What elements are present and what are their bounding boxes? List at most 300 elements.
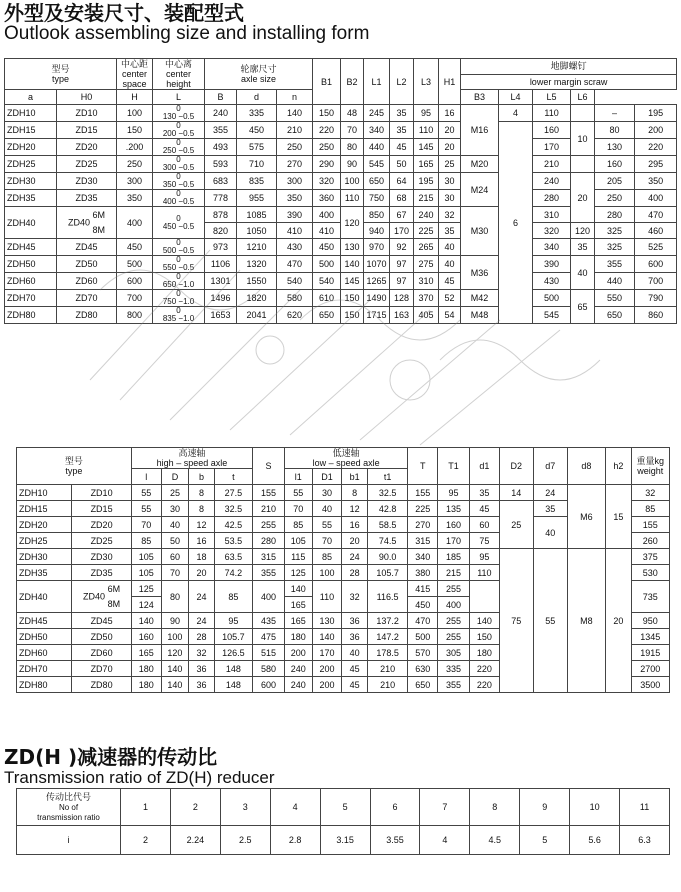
cell-H1: 40 [439,239,461,256]
header-type-en: type [52,74,70,84]
header-L: L [153,90,205,105]
cell-l1: 125 [284,565,312,581]
cell-L: 575 [237,139,277,156]
cell-B1: 540 [313,273,341,290]
cell-l: 125 [131,581,161,597]
cell-T: 500 [408,629,438,645]
hdr-axle-en: axle size [241,74,277,84]
h0-top: 0 [176,272,181,281]
cell-T1: 170 [438,533,470,549]
model-h: ZDH80 [17,677,72,693]
cell-B1: 360 [313,190,341,207]
cell-L2: 92 [390,239,414,256]
model-h: ZDH60 [5,273,57,290]
section2-title-en: Transmission ratio of ZD(H) reducer [4,768,275,787]
cell-H1: 30 [439,190,461,207]
cell-L5: 250 [595,190,635,207]
cell-B3: 160 [533,122,571,139]
cell-t1: 210 [367,661,407,677]
header-l3: L3 [414,59,439,105]
cell-L1: 545 [364,156,390,173]
cell-B2: 48 [341,105,364,122]
cell-H: 820 [205,223,237,239]
cell-H1: 25 [439,156,461,173]
cell-B2: 145 [341,273,364,290]
cell-h2: 20 [606,549,632,693]
model-h: ZDH15 [17,501,72,517]
cell-H1: 40 [439,256,461,273]
hdr-h0-cn: 中心离 [165,59,193,69]
hdr-ls-en: low – speed axle [312,458,380,468]
header-L6: L6 [571,90,595,105]
ratio-value: 3.55 [370,826,420,855]
cell-l1: 70 [284,501,312,517]
cell-d7: 24 [533,485,567,501]
cell-D: 50 [161,533,189,549]
header-t: t [214,469,252,485]
cell-D1: 130 [312,613,342,629]
cell-H: 355 [205,122,237,139]
cell-B2: 100 [341,173,364,190]
cell-l: 165 [131,645,161,661]
cell-L2: 170 [390,223,414,239]
cell-B2: 120 [341,207,364,239]
cell-S: 435 [253,613,285,629]
cell-h0 [153,207,205,239]
ratio-code: 7 [420,789,470,826]
cell-B3: 320 [533,223,571,239]
sub-8m: 8M [107,598,121,609]
header-D: D [161,469,189,485]
cell-L: 1820 [237,290,277,307]
cell-L: 1320 [237,256,277,273]
model-h: ZDH50 [5,256,57,273]
cell-L3: 95 [414,105,439,122]
h0-top: 0 [176,189,181,198]
ratio-code: 3 [220,789,270,826]
model-zd: ZD70 [57,290,117,307]
cell-D: 80 [161,581,189,613]
cell-L5: 550 [595,290,635,307]
header-b: b [189,469,215,485]
cell-H1: 54 [439,307,461,324]
cell-B3: 280 [533,190,571,207]
h0-val: 450 −0.5 [162,221,195,231]
ratio-code: 9 [520,789,570,826]
cell-l: 85 [131,533,161,549]
cell-b1: 24 [342,549,368,565]
ratio-label-en2: transmission ratio [37,813,100,822]
section1-title-cn: 外型及安装尺寸、装配型式 [4,1,244,25]
header-T1: T1 [438,448,470,485]
ratio-value: 2 [121,826,171,855]
cell-l: 180 [131,661,161,677]
h0-val: 750 −1.0 [162,297,195,306]
model-h: ZDH20 [17,517,72,533]
h0-val: 250 −0.5 [162,146,195,155]
cell-L2: 35 [390,122,414,139]
h0-val: 130 −0.5 [162,112,195,121]
h0-top: 0 [176,213,181,223]
model-h: ZDH70 [5,290,57,307]
cell-L1: 440 [364,139,390,156]
cell-B: 350 [277,190,313,207]
header-d8: d8 [567,448,605,485]
cell-B2: 80 [341,139,364,156]
cell-weight: 85 [631,501,669,517]
cell-H: 1653 [205,307,237,324]
cell-T1: 305 [438,645,470,661]
cell-a: 100 [117,105,153,122]
cell-D1: 40 [312,501,342,517]
cell-L6: 195 [635,105,677,122]
cell-B3: 500 [533,290,571,307]
cell-L5: 325 [595,239,635,256]
cell-L3: 240 [414,207,439,223]
cell-weight: 155 [631,517,669,533]
cell-l: 180 [131,677,161,693]
cell-L4: 20 [571,173,595,223]
h0-top: 0 [176,238,181,247]
model-h: ZDH30 [5,173,57,190]
cell-L: 335 [237,105,277,122]
cell-L1: 1265 [364,273,390,290]
hdr-axle-cn: 轮廓尺寸 [240,64,277,74]
header-weight [631,448,669,485]
ratio-value: 2.5 [220,826,270,855]
cell-b1: 28 [342,565,368,581]
cell-L3: 225 [414,223,439,239]
cell-a: 350 [117,190,153,207]
cell-L6: 400 [635,190,677,207]
cell-b: 12 [189,517,215,533]
cell-b: 36 [189,677,215,693]
model-h: ZDH20 [5,139,57,156]
sub-6m: 6M [92,209,106,220]
cell-h0 [153,156,205,173]
cell-n: 4 [499,105,533,122]
cell-b1: 12 [342,501,368,517]
model-zd: ZD30 [72,549,132,565]
cell-B: 430 [277,239,313,256]
cell-L: 835 [237,173,277,190]
cell-L6: 350 [635,173,677,190]
cell-B3: 110 [533,105,571,122]
cell-l: 105 [131,549,161,565]
cell-B: 210 [277,122,313,139]
cell-d1: 45 [469,501,499,517]
cell-t1: 42.8 [367,501,407,517]
cell-d: M20 [461,156,499,173]
header-b1: b1 [342,469,368,485]
cell-l1: 240 [284,677,312,693]
cell-L2: 68 [390,190,414,207]
hdr-w-en: weight [637,466,664,476]
cell-B3: 545 [533,307,571,324]
model-zd: ZD45 [72,613,132,629]
hdr-a-cn: 中心距 [121,59,149,69]
cell-l: 70 [131,517,161,533]
model-zd: ZD80 [57,307,117,324]
cell-L3: 195 [414,173,439,190]
cell-L4: 120 [571,223,595,239]
model-zd: ZD15 [72,501,132,517]
cell-B1: 650 [313,307,341,324]
cell-L6: 470 [635,207,677,223]
cell-L6: 200 [635,122,677,139]
cell-B2: 110 [341,190,364,207]
cell-L6: 295 [635,156,677,173]
cell-t1: 90.0 [367,549,407,565]
cell-t1: 116.5 [367,581,407,613]
ratio-code: 5 [320,789,370,826]
cell-D1: 70 [312,533,342,549]
header-l1: L1 [364,59,390,105]
h0-top: 0 [176,121,181,130]
cell-S: 400 [253,581,285,613]
cell-t: 95 [214,613,252,629]
ratio-value: 2.8 [270,826,320,855]
ratio-value: 4.5 [470,826,520,855]
hdr-a-en2: space [122,79,147,89]
cell-B3: 430 [533,273,571,290]
cell-D: 40 [161,517,189,533]
cell-T: 650 [408,677,438,693]
cell-L1: 1490 [364,290,390,307]
cell-H1: 52 [439,290,461,307]
cell-L5: – [595,105,635,122]
cell-t1: 178.5 [367,645,407,661]
cell-L1: 850 [364,207,390,223]
cell-L4 [571,156,595,173]
cell-L3: 405 [414,307,439,324]
cell-l1: 165 [284,597,312,613]
cell-B: 540 [277,273,313,290]
cell-B3: 340 [533,239,571,256]
cell-L6: 460 [635,223,677,239]
h0-top: 0 [176,172,181,181]
cell-d1 [469,581,499,613]
cell-H1: 16 [439,105,461,122]
cell-T1: 255 [438,581,470,597]
cell-B: 140 [277,105,313,122]
cell-D1: 30 [312,485,342,501]
cell-B1: 400 [313,207,341,223]
model-h: ZDH25 [17,533,72,549]
cell-l1: 105 [284,533,312,549]
cell-d1: 35 [469,485,499,501]
header-type [5,59,117,90]
cell-b: 20 [189,565,215,581]
cell-t1: 147.2 [367,629,407,645]
cell-L2: 35 [390,105,414,122]
header-B3: B3 [461,90,499,105]
cell-D2: 75 [499,549,533,693]
cell-B1: 250 [313,139,341,156]
cell-L1: 1070 [364,256,390,273]
cell-d: M42 [461,290,499,307]
cell-D: 60 [161,549,189,565]
hdr-ls-cn: 低速轴 [332,448,360,458]
cell-b1: 20 [342,533,368,549]
cell-t: 105.7 [214,629,252,645]
hdr-hs-cn: 高速轴 [178,448,206,458]
cell-H1: 30 [439,173,461,190]
cell-h0 [153,273,205,290]
cell-B1: 220 [313,122,341,139]
header-center-height [153,59,205,90]
cell-t1: 58.5 [367,517,407,533]
cell-H: 878 [205,207,237,223]
header-type-cn: 型号 [51,64,70,74]
cell-h0 [153,139,205,156]
cell-L6: 860 [635,307,677,324]
model-h: ZDH30 [17,549,72,565]
cell-S: 280 [253,533,285,549]
cell-t1: 74.5 [367,533,407,549]
header-center-space [117,59,153,90]
hdr-a-en1: center [122,69,148,79]
cell-l1: 165 [284,613,312,629]
cell-l: 160 [131,629,161,645]
cell-D: 140 [161,661,189,677]
cell-T: 155 [408,485,438,501]
cell-H: 973 [205,239,237,256]
cell-t: 53.5 [214,533,252,549]
cell-T1: 160 [438,517,470,533]
header-b2: B2 [341,59,364,105]
cell-l: 55 [131,485,161,501]
h0-val: 550 −0.5 [162,263,195,272]
cell-L5: 440 [595,273,635,290]
cell-L: 2041 [237,307,277,324]
header-d: d [237,90,277,105]
cell-B3: 310 [533,207,571,223]
cell-D: 100 [161,629,189,645]
model-zd: ZD45 [57,239,117,256]
model-h: ZDH40 [5,207,57,239]
dimensions-table [4,58,677,324]
cell-L5: 160 [595,156,635,173]
cell-D: 25 [161,485,189,501]
header-L4: L4 [499,90,533,105]
cell-b1: 45 [342,661,368,677]
model-zd: ZD50 [57,256,117,273]
cell-L3: 275 [414,256,439,273]
cell-d8: M6 [567,485,605,549]
cell-L: 710 [237,156,277,173]
cell-a: .200 [117,139,153,156]
cell-l1: 200 [284,645,312,661]
model-zd: ZD10 [72,485,132,501]
cell-T1: 255 [438,613,470,629]
h0-top: 0 [176,104,181,113]
cell-B1: 290 [313,156,341,173]
cell-d1: 60 [469,517,499,533]
cell-L2: 64 [390,173,414,190]
cell-S: 355 [253,565,285,581]
cell-L1: 340 [364,122,390,139]
header-screw [461,59,677,75]
h0-top: 0 [176,306,181,315]
cell-L4: 40 [571,256,595,290]
model-h: ZDH35 [5,190,57,207]
cell-weight: 3500 [631,677,669,693]
cell-D1: 140 [312,629,342,645]
cell-h0 [153,173,205,190]
header-t1: t1 [367,469,407,485]
cell-T1: 255 [438,629,470,645]
cell-H1: 35 [439,223,461,239]
cell-a: 400 [117,207,153,239]
h0-val: 500 −0.5 [162,246,195,255]
cell-L: 955 [237,190,277,207]
header-l2: L2 [390,59,414,105]
cell-a: 150 [117,122,153,139]
cell-T: 380 [408,565,438,581]
cell-T: 225 [408,501,438,517]
header-axle-size [205,59,313,90]
cell-weight: 530 [631,565,669,581]
cell-d: M48 [461,307,499,324]
cell-l1: 180 [284,629,312,645]
cell-T: 270 [408,517,438,533]
cell-d: M16 [461,105,499,156]
sub-8m: 8M [92,224,106,235]
cell-T1: 335 [438,661,470,677]
cell-L5: 280 [595,207,635,223]
cell-D2: 14 [499,485,533,501]
cell-D1: 55 [312,517,342,533]
ratio-code: 11 [620,789,670,826]
hdr-w-cn: 重量kg [636,456,665,466]
cell-d1: 220 [469,677,499,693]
cell-h2: 15 [606,485,632,549]
cell-T: 340 [408,549,438,565]
model-zd [57,207,117,239]
cell-L1: 1715 [364,307,390,324]
model-h: ZDH35 [17,565,72,581]
cell-L: 1085 [237,207,277,223]
cell-L2: 128 [390,290,414,307]
cell-B2: 150 [341,290,364,307]
cell-L5: 130 [595,139,635,156]
ratio-value: 2.24 [170,826,220,855]
cell-t: 126.5 [214,645,252,661]
cell-T1: 400 [438,597,470,613]
table-row [5,105,677,122]
cell-D1: 85 [312,549,342,565]
cell-b1: 8 [342,485,368,501]
header-l: l [131,469,161,485]
cell-B: 620 [277,307,313,324]
cell-l: 55 [131,501,161,517]
cell-L3: 265 [414,239,439,256]
model-zd: ZD80 [72,677,132,693]
cell-weight: 735 [631,581,669,613]
cell-l1: 240 [284,661,312,677]
ratio-code-label [17,789,121,826]
h0-top: 0 [176,138,181,147]
cell-L3: 165 [414,156,439,173]
cell-B1: 320 [313,173,341,190]
cell-b: 36 [189,661,215,677]
header-d7: d7 [533,448,567,485]
header-D2: D2 [499,448,533,485]
cell-l: 124 [131,597,161,613]
model-zd: ZD15 [57,122,117,139]
cell-L4: 35 [571,239,595,256]
